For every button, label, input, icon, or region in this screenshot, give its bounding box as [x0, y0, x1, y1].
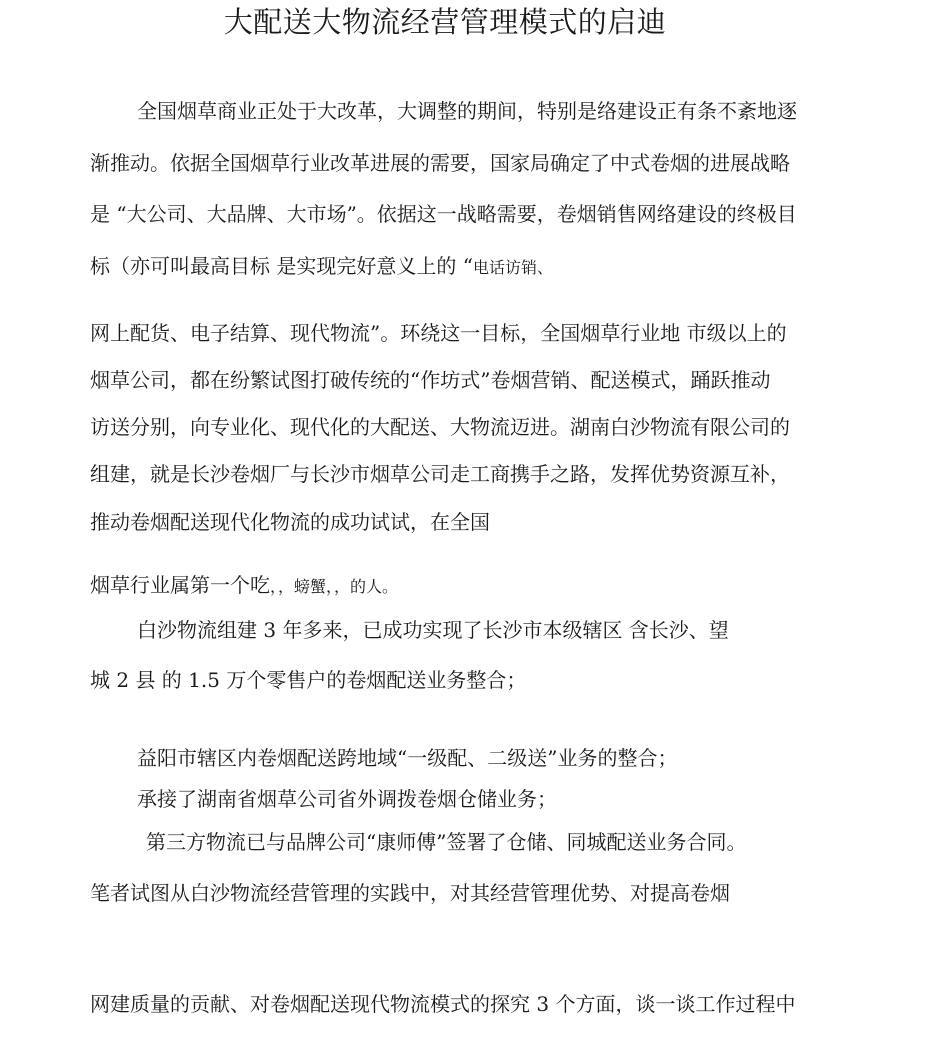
paragraph-line: 城 2 县 的 1.5 万个零售户的卷烟配送业务整合； [90, 668, 527, 692]
paragraph-line: 益阳市辖区内卷烟配送跨地域“一级配、二级送”业务的整合； [137, 746, 678, 770]
paragraph-line: 渐推动。依据全国烟草行业改革进展的需要，国家局确定了中式卷烟的进展战略 [90, 151, 790, 175]
line-segment: 烟草行业属第一个吃 [90, 573, 270, 597]
paragraph-line: 烟草公司，都在纷繁试图打破传统的“作坊式”卷烟营销、配送模式，踊跃推动 [90, 368, 771, 392]
paragraph-line: 承接了湖南省烟草公司省外调拨卷烟仓储业务； [137, 787, 557, 811]
paragraph-line [90, 252, 553, 282]
paragraph-line: 笔者试图从白沙物流经营管理的实践中，对其经营管理优势、对提高卷烟 [90, 881, 730, 905]
line-segment-small: 电话访销、 [472, 258, 553, 277]
paragraph-line: 是 “大公司、大品牌、大市场”。依据这一战略需要，卷烟销售网络建设的终极目 [90, 202, 797, 226]
document-title: 大配送大物流经营管理模式的启迪 [223, 5, 667, 39]
paragraph-line: 组建，就是长沙卷烟厂与长沙市烟草公司走工商携手之路，发挥优势资源互补， [90, 462, 790, 486]
paragraph-line: 全国烟草商业正处于大改革，大调整的期间，特别是络建设正有条不紊地逐 [137, 99, 797, 123]
paragraph-line [90, 571, 398, 601]
paragraph-line: 第三方物流已与品牌公司“康师傅”签署了仓储、同城配送业务合同。 [146, 830, 747, 854]
line-segment: 标（亦可叫最高目标 是实现完好意义上的 “ [90, 254, 473, 278]
line-segment-small: ，，螃蟹，，的人。 [270, 577, 399, 596]
paragraph-line: 访送分别，向专业化、现代化的大配送、大物流迈进。湖南白沙物流有限公司的 [90, 415, 790, 439]
paragraph-line: 网建质量的贡献、对卷烟配送现代物流模式的探究 3 个方面，谈一谈工作过程中 [90, 992, 796, 1016]
paragraph-line: 网上配货、电子结算、现代物流”。环绕这一目标，全国烟草行业地 市级以上的 [90, 321, 787, 345]
paragraph-line: 推动卷烟配送现代化物流的成功试试，在全国 [90, 510, 490, 534]
paragraph-line: 白沙物流组建 3 年多来，已成功实现了长沙市本级辖区 含长沙、望 [137, 618, 729, 642]
